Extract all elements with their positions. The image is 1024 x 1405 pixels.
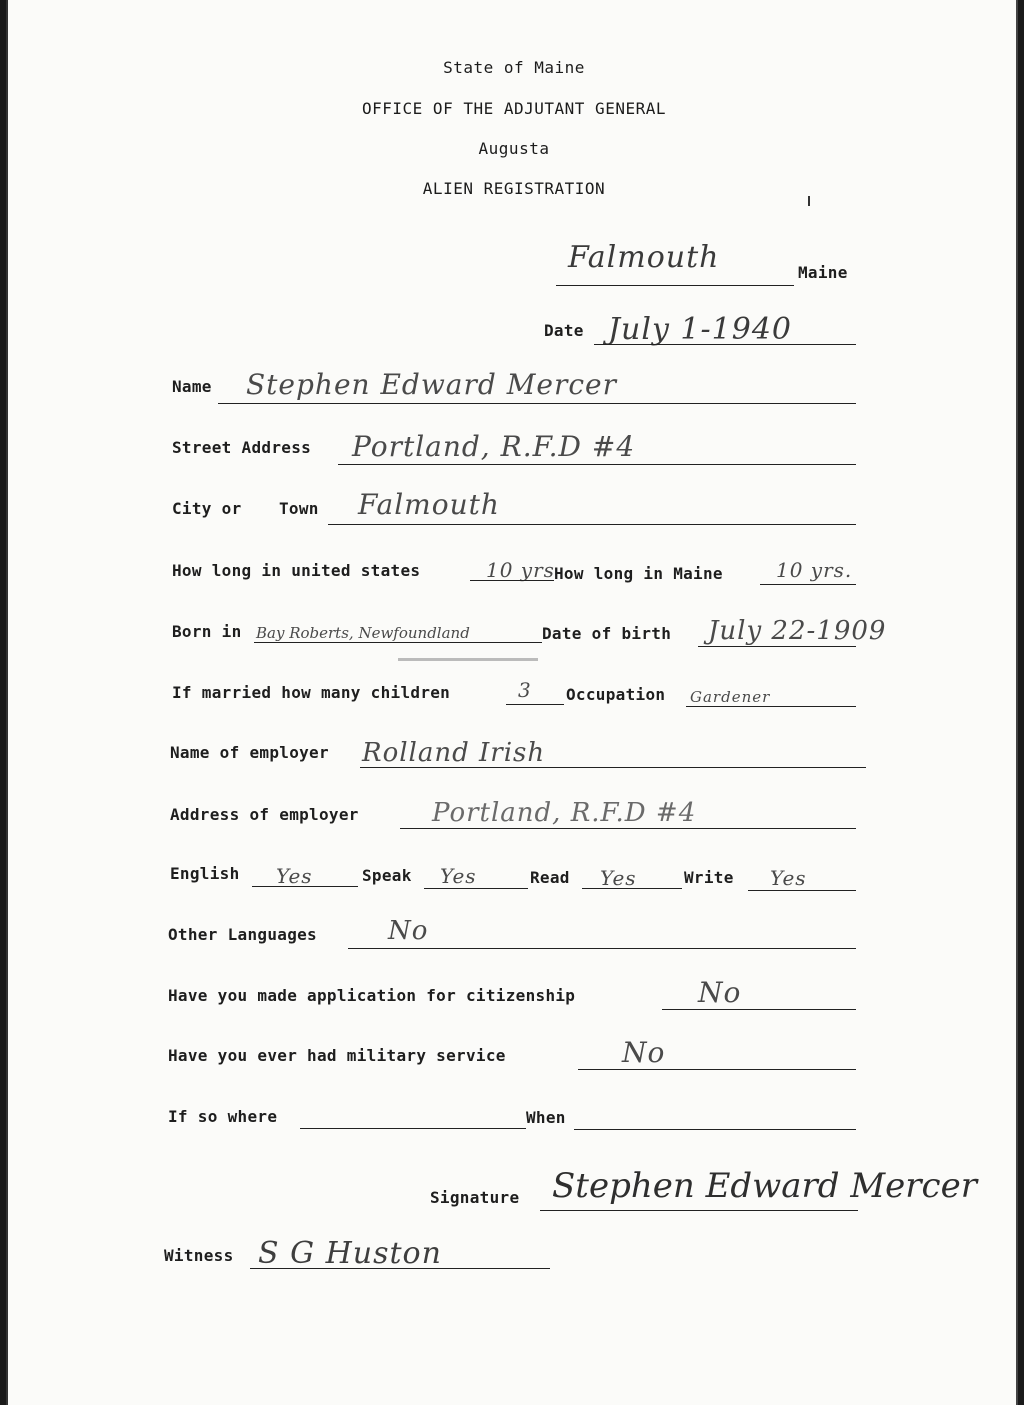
write-label: Write <box>684 868 734 887</box>
write-line <box>748 890 856 891</box>
date-label: Date <box>544 321 584 340</box>
employer-address-label: Address of employer <box>170 805 359 824</box>
employer-name-label: Name of employer <box>170 743 329 762</box>
citizenship-value: No <box>698 976 742 1009</box>
read-label: Read <box>530 868 570 887</box>
street-address-value: Portland, R.F.D #4 <box>352 430 636 463</box>
date-value: July 1-1940 <box>608 312 792 347</box>
english-label: English <box>170 864 240 883</box>
header-title: ALIEN REGISTRATION <box>422 179 606 198</box>
employer-address-line <box>400 828 856 829</box>
employer-name-value: Rolland Irish <box>362 738 546 768</box>
military-label: Have you ever had military service <box>168 1046 506 1065</box>
signature-line <box>540 1210 858 1211</box>
speak-line <box>424 888 528 889</box>
name-label: Name <box>172 377 212 396</box>
how-long-maine-label: How long in Maine <box>554 564 723 583</box>
registration-form-page <box>6 0 1018 1405</box>
born-in-line <box>254 642 542 643</box>
citizenship-label: Have you made application for citizenship <box>168 986 576 1005</box>
english-line <box>252 886 358 887</box>
signature-value: Stephen Edward Mercer <box>552 1166 977 1206</box>
when-label: When <box>526 1108 566 1127</box>
name-line <box>218 403 856 404</box>
children-value: 3 <box>518 678 532 702</box>
other-languages-line <box>348 948 856 949</box>
other-languages-value: No <box>388 916 429 946</box>
street-address-label: Street Address <box>172 438 312 457</box>
city-or-label: City or <box>172 499 242 518</box>
date-of-birth-line <box>698 646 856 647</box>
speak-label: Speak <box>362 866 412 885</box>
maine-label: Maine <box>798 263 848 282</box>
children-line <box>506 704 564 705</box>
stray-mark <box>808 196 810 206</box>
military-line <box>578 1069 856 1070</box>
if-so-where-label: If so where <box>168 1107 278 1126</box>
occupation-value: Gardener <box>690 688 771 706</box>
witness-line <box>250 1268 550 1269</box>
born-in-underscore <box>398 658 538 661</box>
read-line <box>582 888 682 889</box>
city-town-line <box>328 524 856 525</box>
military-value: No <box>622 1036 666 1069</box>
employer-address-value: Portland, R.F.D #4 <box>432 798 697 828</box>
employer-name-line <box>360 767 866 768</box>
town-label: Town <box>279 499 319 518</box>
header-office: OFFICE OF THE ADJUTANT GENERAL <box>362 99 666 118</box>
witness-value: S G Huston <box>258 1236 442 1271</box>
date-of-birth-value: July 22-1909 <box>708 616 887 646</box>
street-address-line <box>338 464 856 465</box>
header-state: State of Maine <box>443 58 585 77</box>
english-value: Yes <box>276 864 313 888</box>
speak-value: Yes <box>440 864 477 888</box>
date-line <box>594 344 856 345</box>
where-line <box>300 1128 526 1129</box>
years-us-value: 10 yrs <box>486 558 555 582</box>
place-value: Falmouth <box>568 240 720 275</box>
witness-label: Witness <box>164 1246 234 1265</box>
occupation-label: Occupation <box>566 685 666 704</box>
name-value: Stephen Edward Mercer <box>246 368 617 401</box>
city-town-value: Falmouth <box>358 488 500 521</box>
citizenship-line <box>662 1009 856 1010</box>
date-of-birth-label: Date of birth <box>542 624 672 643</box>
years-us-line <box>470 580 554 581</box>
header-city: Augusta <box>478 139 550 158</box>
years-maine-line <box>760 584 856 585</box>
years-maine-value: 10 yrs. <box>776 558 853 582</box>
place-line <box>556 285 794 286</box>
born-in-label: Born in <box>172 622 242 641</box>
write-value: Yes <box>770 866 807 890</box>
born-in-value: Bay Roberts, Newfoundland <box>256 624 470 642</box>
children-label: If married how many children <box>172 683 451 702</box>
occupation-line <box>686 706 856 707</box>
when-line <box>574 1129 856 1130</box>
other-languages-label: Other Languages <box>168 925 317 944</box>
how-long-us-label: How long in united states <box>172 561 421 580</box>
read-value: Yes <box>600 866 637 890</box>
signature-label: Signature <box>430 1188 520 1207</box>
